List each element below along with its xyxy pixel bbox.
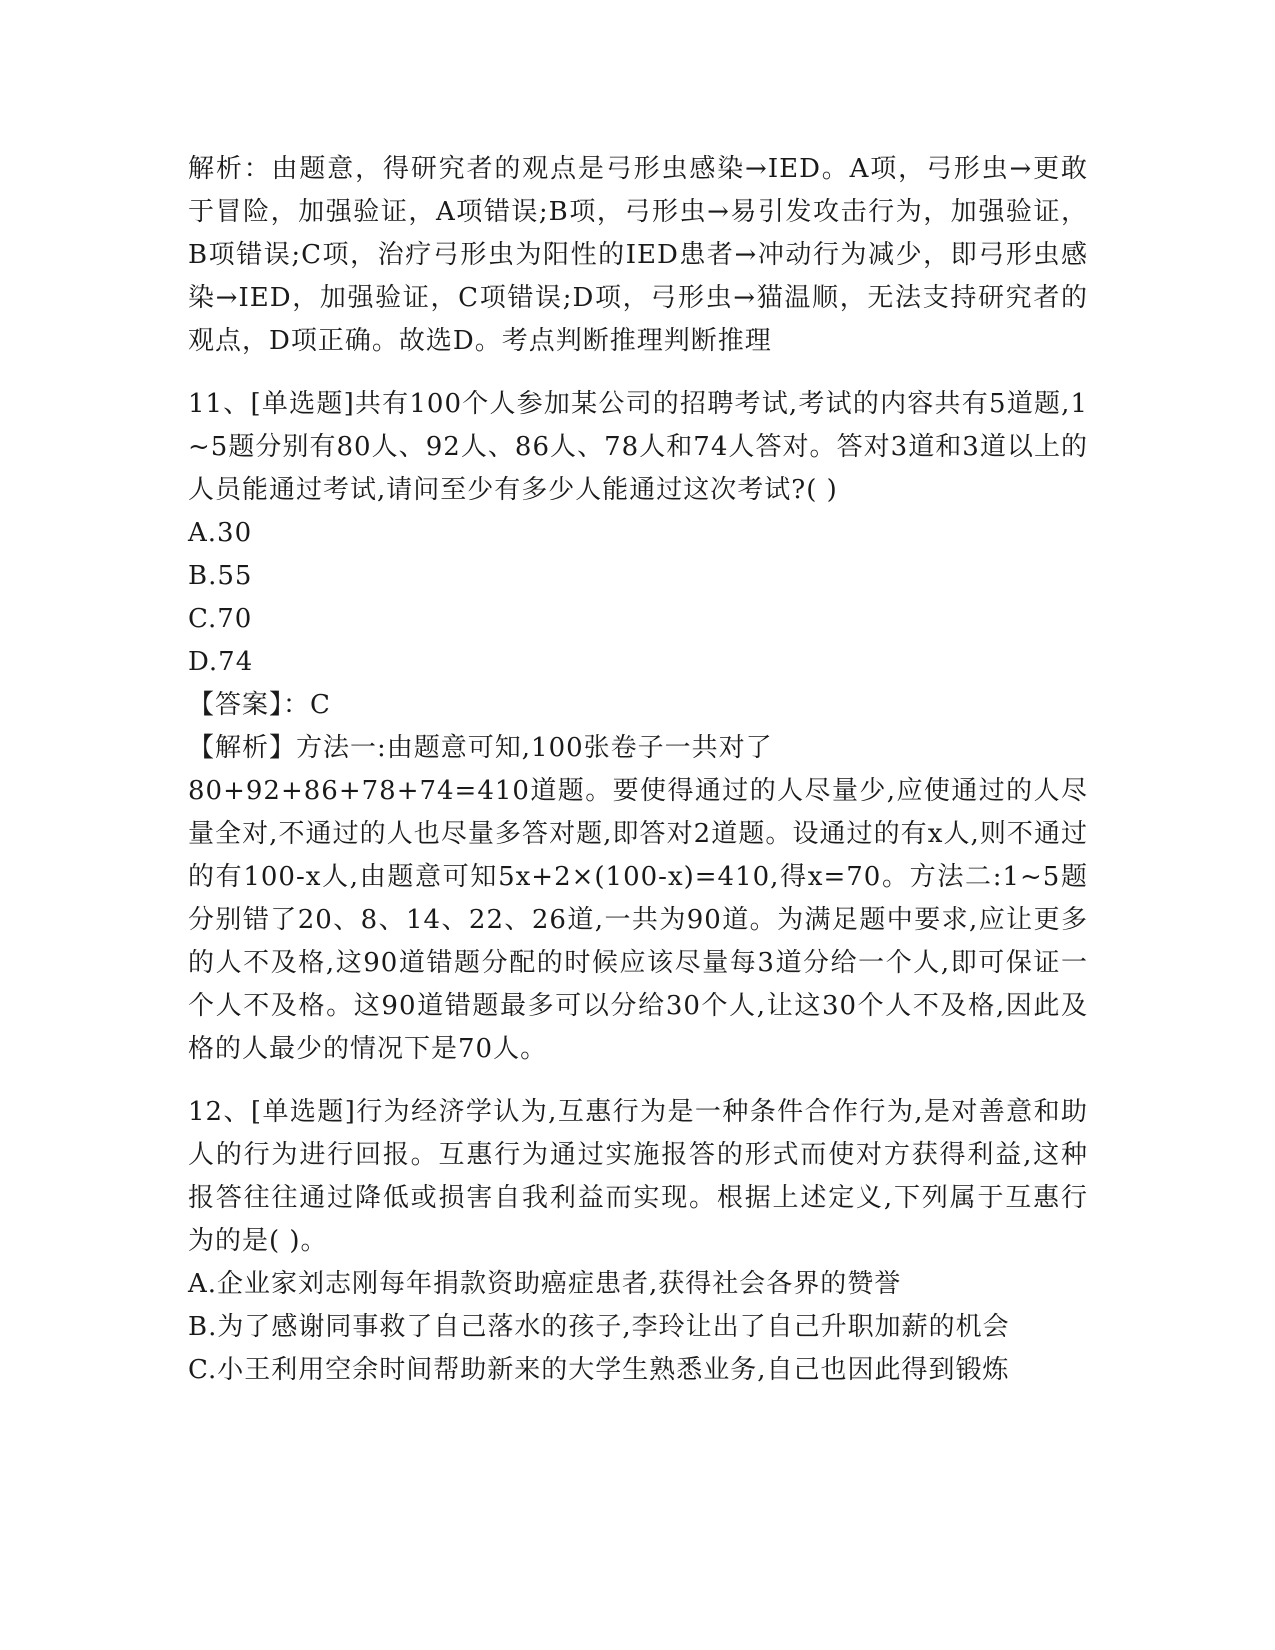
q10-analysis: 解析：由题意，得研究者的观点是弓形虫感染→IED。A项，弓形虫→更敢于冒险，加强验证，A项错误;B项，弓形虫→易引发攻击行为，加强验证，B项错误;C项，治疗弓形虫为阳性的IED患者→冲动行为减少，即弓形虫感染→IED，加强验证，C项错误;D项，弓形虫→猫温顺，无法支持研究者的观点，D项正确。故选D。考点判断推理判断推理 (188, 154, 1088, 356)
q11-stem: 11、[单选题]共有100个人参加某公司的招聘考试,考试的内容共有5道题,1~5题分别有80人、92人、86人、78人和74人答对。答对3道和3道以上的人员能通过考试,请问至少有多少人能通过这次考试?( ) (188, 389, 1088, 505)
q11-analysis: 80+92+86+78+74=410道题。要使得通过的人尽量少,应使通过的人尽量全对,不通过的人也尽量多答对题,即答对2道题。设通过的有x人,则不通过的有100-x人,由题意可知5x+2×(100-x)=410,得x=70。方法二:1~5题分别错了20、8、14、22、26道,一共为90道。为满足题中要求,应让更多的人不及格,这90道错题分配的时候应该尽量每3道分给一个人,即可保证一个人不及格。这90道错题最多可以分给30个人,让这30个人不及格,因此及格的人最少的情况下是70人。 (188, 776, 1088, 1064)
spacer (188, 363, 1088, 383)
q11-option-d: D.74 (188, 647, 254, 677)
spacer (188, 1071, 1088, 1091)
q12-option-b: B.为了感谢同事救了自己落水的孩子,李玲让出了自己升职加薪的机会 (188, 1312, 1010, 1342)
document-page (188, 148, 1088, 1392)
q11-option-c: C.70 (188, 604, 253, 634)
q12-stem: 12、[单选题]行为经济学认为,互惠行为是一种条件合作行为,是对善意和助人的行为进行回报。互惠行为通过实施报答的形式而使对方获得利益,这种报答往往通过降低或损害自我利益而实现。根据上述定义,下列属于互惠行为的是( )。 (188, 1097, 1088, 1256)
q12-option-c: C.小王利用空余时间帮助新来的大学生熟悉业务,自己也因此得到锻炼 (188, 1355, 1010, 1385)
q11-analysis-first-line: 【解析】方法一:由题意可知,100张卷子一共对了 (188, 733, 773, 763)
question-11 (188, 383, 1088, 1071)
q12-option-a: A.企业家刘志刚每年捐款资助癌症患者,获得社会各界的赞誉 (188, 1269, 902, 1299)
question-12 (188, 1091, 1088, 1392)
q11-option-a: A.30 (188, 518, 253, 548)
q11-answer: 【答案】：C (188, 690, 331, 720)
q11-option-b: B.55 (188, 561, 253, 591)
